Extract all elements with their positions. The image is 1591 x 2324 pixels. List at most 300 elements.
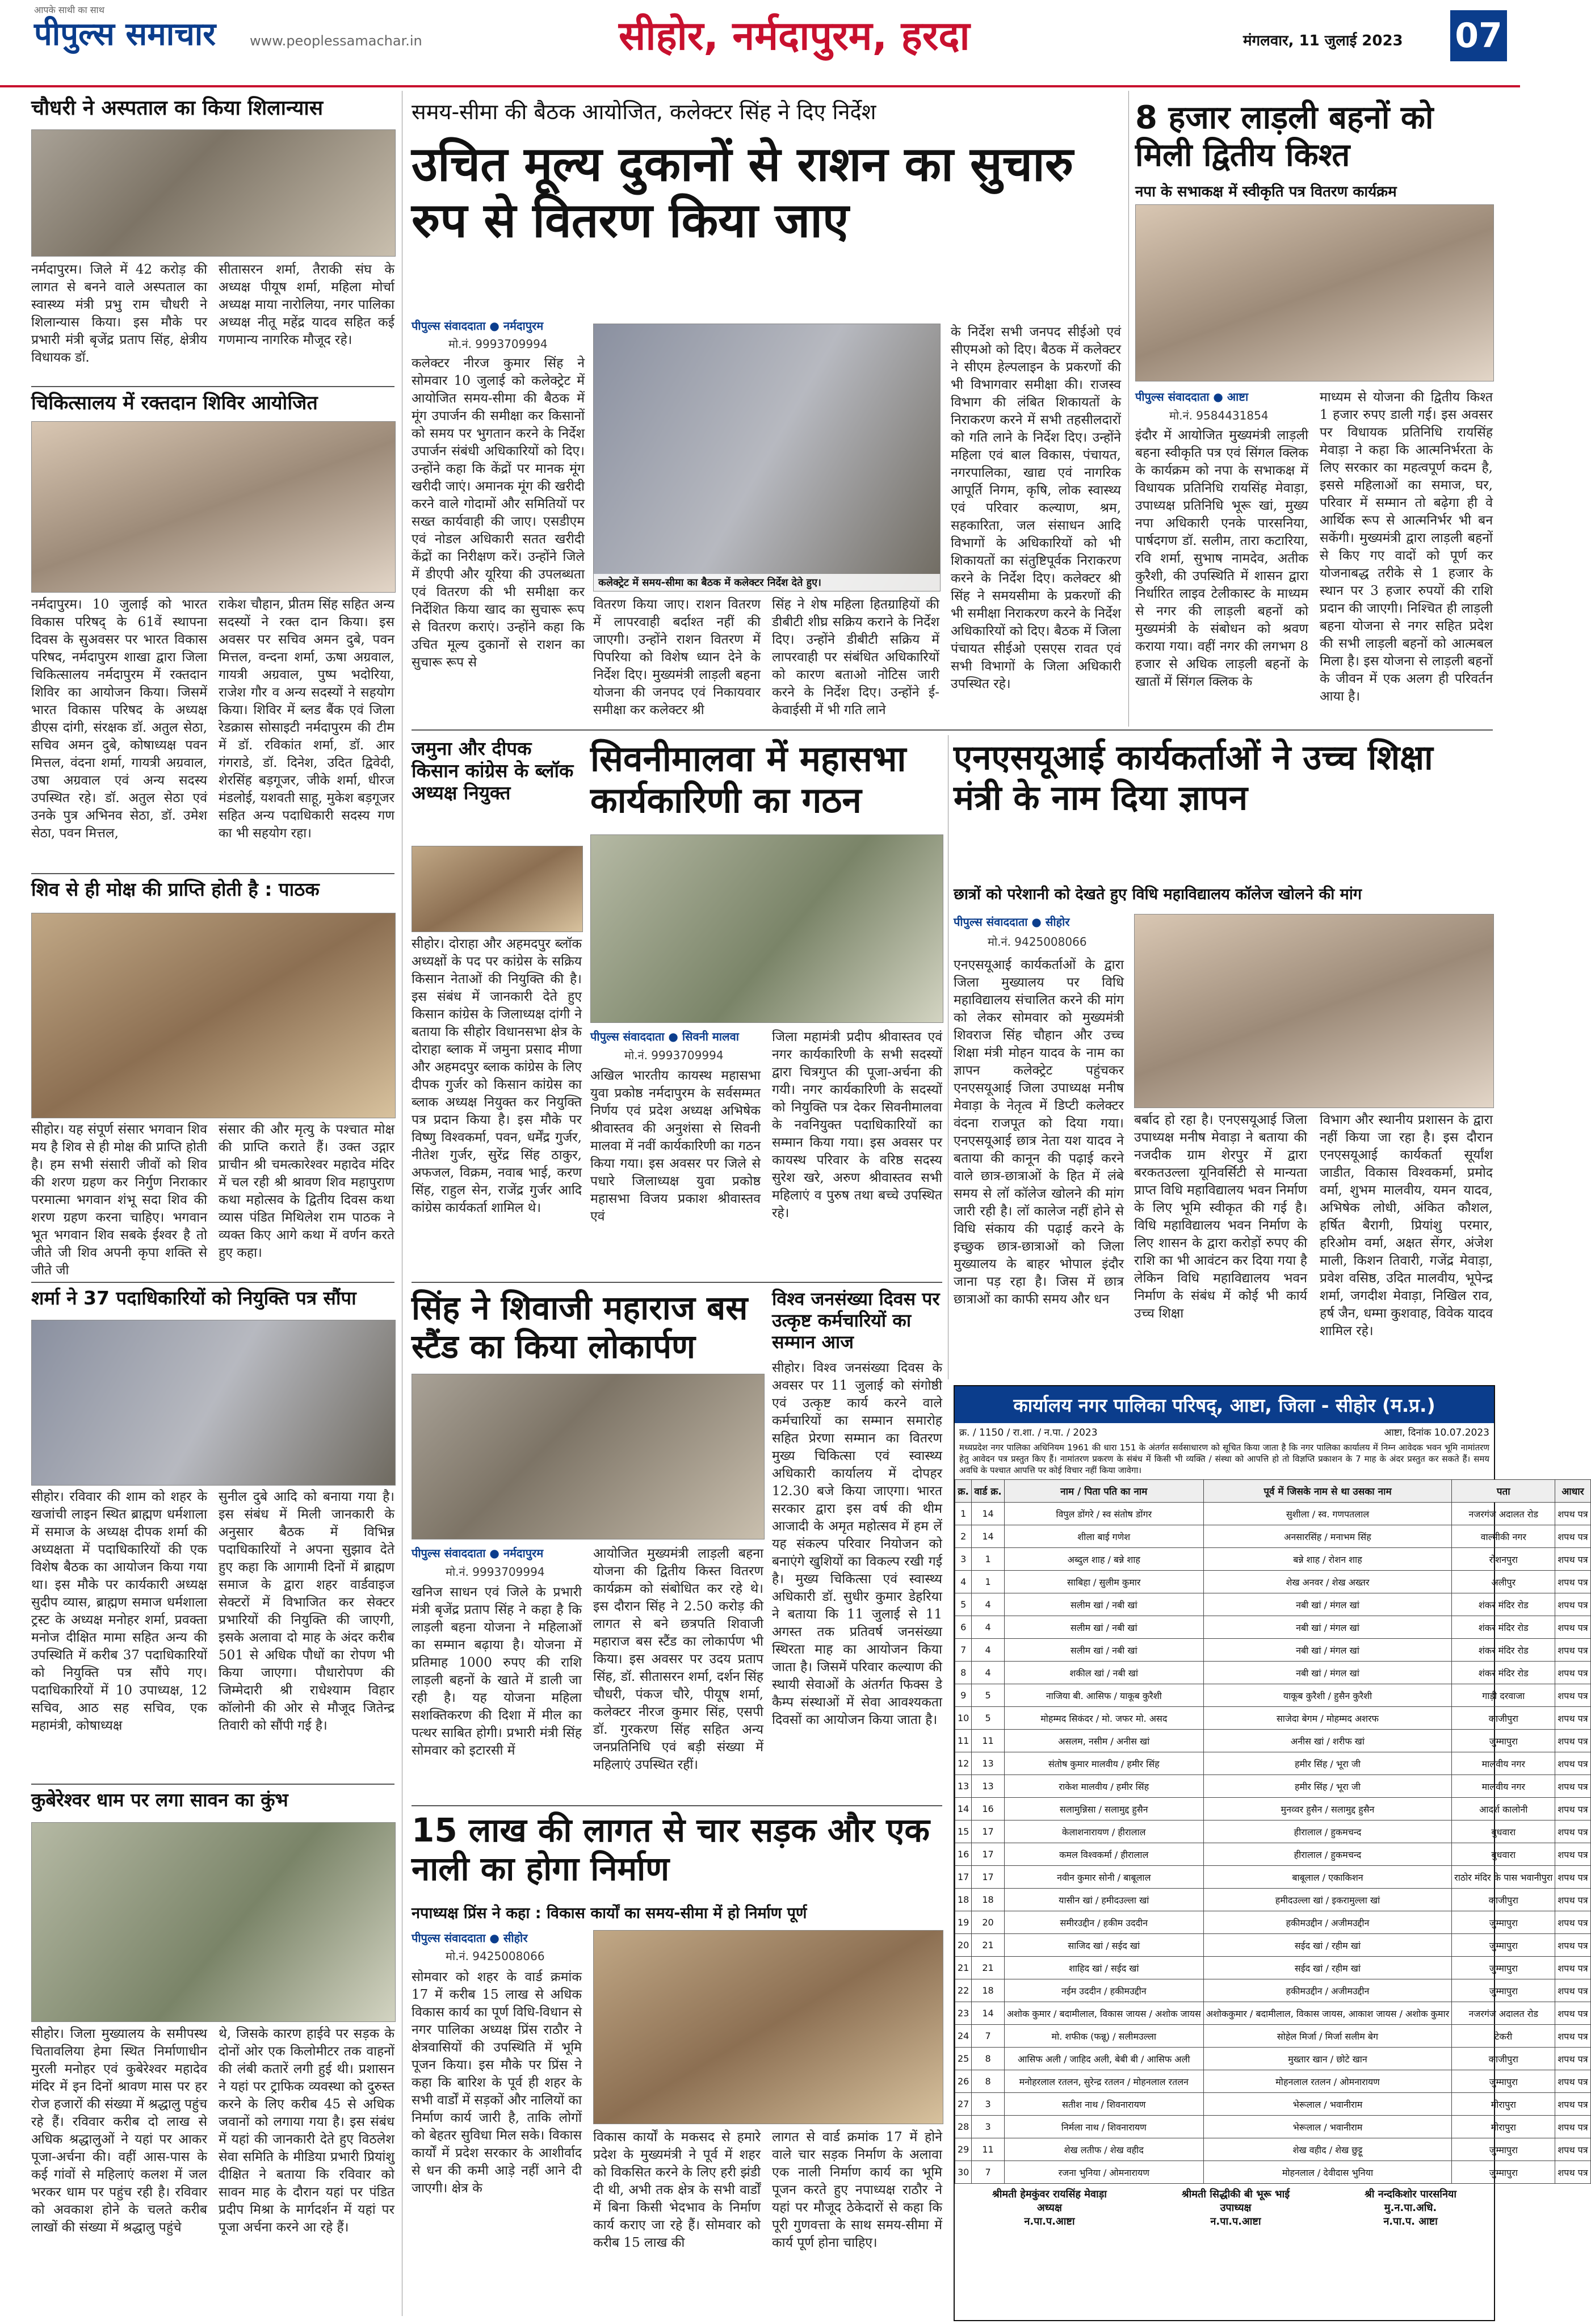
text-nsui-2: बर्बाद हो रहा है। एनएसयूआई जिला उपाध्यक्ष मनीष मेवाड़ा ने बताया की नजदीक ग्राम शेरपुर में द्वारा बरकतउल्ला यूनिवर्सिटी से मान्यता प्राप्त विधि महाविद्यालय भवन निर्माण के लिए भूमि स्वीकृत की गई है। विधि महाविद्यालय भवन निर्माण के लिए शासन के द्वारा करोड़ों रुपए की राशि का भी आवंटन कर दिया गया है लेकिन विधि महाविद्यालय भवन निर्माण के संबंध में कोई भी कार्य उच्च शिक्षा bbox=[1134, 1113, 1307, 1321]
table-cell: सईद खां / रहीम खां bbox=[1203, 1957, 1451, 1979]
table-row bbox=[955, 2025, 1591, 2048]
table-cell: 8 bbox=[972, 2070, 1004, 2093]
table-cell: बाबूलाल / एकाकिशन bbox=[1203, 1866, 1451, 1889]
table-cell: सलीम खां / नबी खां bbox=[1004, 1593, 1203, 1616]
table-row bbox=[955, 1525, 1591, 1548]
headline-mahasabha: सिवनीमालवा में महासभा कार्यकारिणी का गठन bbox=[590, 738, 906, 821]
table-cell: नबी खां / मंगल खां bbox=[1203, 1662, 1451, 1684]
table-cell: अनीस खां / शरीफ खां bbox=[1203, 1730, 1451, 1752]
table-cell: मोहम्मद सिकंदर / मो. जफर मो. असद bbox=[1004, 1707, 1203, 1730]
photo-sharma bbox=[31, 1320, 396, 1486]
table-cell: 10 bbox=[955, 1707, 972, 1730]
table-cell: सलामुन्निसा / सलामुद्द हुसैन bbox=[1004, 1798, 1203, 1820]
table-cell: नजरगंज अदालत रोड bbox=[1452, 1503, 1555, 1525]
table-cell: हीरालाल / हुकमचन्द bbox=[1203, 1843, 1451, 1866]
table-cell: 17 bbox=[955, 1866, 972, 1889]
notice-col-header: वार्ड क्र. bbox=[972, 1480, 1004, 1503]
table-cell: वाल्मीकी नगर bbox=[1452, 1525, 1555, 1548]
table-cell: हमीर सिंह / भूरा जी bbox=[1203, 1775, 1451, 1798]
table-cell: आसिफ अली / जाहिद अली, बेबी बी / आसिफ अली bbox=[1004, 2048, 1203, 2070]
table-cell: नवीन कुमार सोनी / बाबूलाल bbox=[1004, 1866, 1203, 1889]
kicker-ration: समय-सीमा की बैठक आयोजित, कलेक्टर सिंह ने दिए निर्देश bbox=[412, 99, 876, 124]
table-cell: मोहनलाल रतलन / ओमनारायण bbox=[1203, 2070, 1451, 2093]
table-cell: 4 bbox=[972, 1616, 1004, 1639]
table-cell: काजीपुरा bbox=[1452, 2048, 1555, 2070]
table-cell: नजरगंज अदालत रोड bbox=[1452, 2002, 1555, 2025]
table-cell: 21 bbox=[972, 1957, 1004, 1979]
table-cell: नबी खां / मंगल खां bbox=[1203, 1616, 1451, 1639]
table-cell: 7 bbox=[972, 2025, 1004, 2048]
photo-ladli bbox=[1135, 204, 1494, 381]
table-cell: 2 bbox=[955, 1525, 972, 1548]
table-cell: नबी खां / मंगल खां bbox=[1203, 1593, 1451, 1616]
mobile-road: मो.नं. 9425008066 bbox=[446, 1949, 545, 1963]
mobile-ration: मो.नं. 9993709994 bbox=[448, 337, 548, 351]
byline-mahasabha: पीपुल्स संवाददाता ● सिवनी मालवा bbox=[590, 1030, 739, 1043]
text-blood-2: राकेश चौहान, प्रीतम सिंह सहित अन्य सदस्यों ने रक्त दान किया। इस अवसर पर सचिव अमन दुबे, पवन मित्तल, वन्दना शर्मा, ऊषा अग्रवाल, गायत्री अग्रवाल, पुष्प भदोरिया, राजेश गौर व अन्य सदस्यों ने सहयोग किया। शिविर में ब्लड बैंक एवं जिला रेडक्रास सोसाइटी नर्मदापुरम की टीम में डॉ. रविकांत शर्मा, डॉ. आर गंगराडे, डॉ. दिनेश, उदित द्विवेदी, शेरसिंह बड़गूजर, जीके शर्मा, धीरज मंडलोई, यशवती साहू, मुकेश बड़गूजर सहित अन्य पदाधिकारी सदस्य गण का भी सहयोग रहा। bbox=[219, 597, 394, 841]
table-cell: शपथ पत्र bbox=[1555, 1866, 1590, 1889]
notice-title: कार्यालय नगर पालिका परिषद्, आष्टा, जिला - सीहोर (म.प्र.) bbox=[955, 1386, 1494, 1423]
table-cell: 13 bbox=[955, 1775, 972, 1798]
table-cell: सईद खां / रहीम खां bbox=[1203, 1934, 1451, 1957]
table-cell: 15 bbox=[955, 1820, 972, 1843]
table-cell: केलाशनारायण / हीरालाल bbox=[1004, 1820, 1203, 1843]
table-cell: 11 bbox=[955, 1730, 972, 1752]
table-cell: शपथ पत्र bbox=[1555, 1525, 1590, 1548]
table-cell: जुम्मापुरा bbox=[1452, 1911, 1555, 1934]
signature-role: उपाध्यक्ष bbox=[1220, 2202, 1252, 2214]
notice-col-header: पता bbox=[1452, 1480, 1555, 1503]
table-cell: नईम उददीन / हकीमउद्दीन bbox=[1004, 1979, 1203, 2002]
table-cell: मालवीय नगर bbox=[1452, 1752, 1555, 1775]
table-cell: जुम्मापुरा bbox=[1452, 2138, 1555, 2161]
section-title: सीहोर, नर्मदापुरम, हरदा bbox=[619, 12, 970, 59]
byline-ladli: पीपुल्स संवाददाता ● आष्टा bbox=[1135, 390, 1249, 404]
table-cell: शपथ पत्र bbox=[1555, 1934, 1590, 1957]
table-row bbox=[955, 1775, 1591, 1798]
table-cell: शपथ पत्र bbox=[1555, 2070, 1590, 2093]
divider bbox=[31, 386, 394, 387]
table-cell: 5 bbox=[972, 1684, 1004, 1707]
table-row bbox=[955, 1684, 1591, 1707]
table-cell: शपथ पत्र bbox=[1555, 1843, 1590, 1866]
table-cell: मो. शफीक (फन्नू) / सलीमउल्ला bbox=[1004, 2025, 1203, 2048]
table-cell: 26 bbox=[955, 2070, 972, 2093]
text-hospital-1: नर्मदापुरम। जिले में 42 करोड़ की लागत से बनने वाले अस्पताल का स्वास्थ्य मंत्री प्रभु राम चौधरी ने शिलान्यास किया। इस मौके पर प्रभारी मंत्री बृजेंद्र प्रताप सिंह, क्षेत्रीय विधायक डॉ. bbox=[31, 262, 207, 365]
headline-jamuna: जमुना और दीपक किसान कांग्रेस के ब्लॉक अध्यक्ष नियुक्त bbox=[412, 737, 574, 804]
table-cell: शपथ पत्र bbox=[1555, 1548, 1590, 1571]
notice-intro: मध्यप्रदेश नगर पालिका अधिनियम 1961 की धारा 151 के अंतर्गत सर्वसाधारण को सूचित किया जाता है कि नगर पालिका कार्यालय में निम्न आवेदक भवन भूमि नामांतरण हेतु आवेदन पत्र प्रस्तुत किए हैं। नामांतरण प्रकरण के संबंध में किसी भी व्यक्ति / संस्था को आपत्ति हो तो विज्ञप्ति प्रकाशन के 7 माह के अंदर प्रस्तुत कर सकते हैं। समय अवधि के पश्चात आपत्ति पर कोई विचार नहीं किया जावेगा। bbox=[959, 1442, 1489, 1475]
table-cell: शेख वहीद / शेख छुट्टू bbox=[1203, 2138, 1451, 2161]
signature-block bbox=[1182, 2187, 1290, 2228]
mobile-ladli: मो.नं. 9584431854 bbox=[1169, 409, 1269, 422]
table-cell: शंकर मंदिर रोड bbox=[1452, 1662, 1555, 1684]
byline-bus: पीपुल्स संवाददाता ● नर्मदापुरम bbox=[412, 1546, 544, 1560]
text-population: सीहोर। विश्व जनसंख्या दिवस के अवसर पर 11 जुलाई को संगोष्ठी एवं उत्कृष्ट कार्य करने वाले कर्मचारियों का सम्मान समारोह सहित प्रेरणा सम्मान का वितरण मुख्य चिकित्सा एवं स्वास्थ्य अधिकारी कार्यालय में दोपहर 12.30 बजे किया जाएगा। भारत सरकार द्वारा इस वर्ष की थीम आजादी के अमृत महोत्सव में हम लें यह संकल्प परिवार नियोजन को बनाएंगे खुशियों का विकल्प रखी गई है। मुख्य चिकित्सा एवं स्वास्थ्य अधिकारी डॉ. सुधीर कुमार डेहरिया ने बताया कि 11 जुलाई से 11 अगस्त तक प्रतिवर्ष जनसंख्या स्थिरता माह का आयोजन किया जाता है। जिसमें परिवार कल्याण की स्थायी सेवाओं के अंतर्गत फिक्स डे कैम्प संस्थाओं में सेवा आवश्यकता दिवसों का आयोजन किया जाता है। bbox=[772, 1361, 942, 1727]
table-row bbox=[955, 1911, 1591, 1934]
table-cell: 4 bbox=[955, 1571, 972, 1593]
table-cell: 8 bbox=[955, 1662, 972, 1684]
table-cell: राठोर मंदिर के पास भवानीपुरा bbox=[1452, 1866, 1555, 1889]
table-cell: शपथ पत्र bbox=[1555, 1798, 1590, 1820]
signature-block bbox=[1365, 2187, 1456, 2228]
table-cell: जुम्मापुरा bbox=[1452, 2070, 1555, 2093]
table-row bbox=[955, 2002, 1591, 2025]
divider bbox=[31, 873, 394, 874]
table-cell: 21 bbox=[955, 1957, 972, 1979]
masthead-tagline: आपके साथी का साथ bbox=[34, 5, 104, 15]
notice-signatures bbox=[955, 2184, 1494, 2228]
mobile-mahasabha: मो.नं. 9993709994 bbox=[624, 1048, 724, 1062]
text-kumbh-1: सीहोर। जिला मुख्यालय के समीपस्थ चितावलिया हेमा स्थित निर्माणाधीन मुरली मनोहर एवं कुबेरेश्वर महादेव मंदिर में इन दिनों श्रावण मास पर हर रोज हजारों की संख्या में श्रद्धालु पहुंच रहे हैं। रविवार करीब दो लाख से अधिक श्रद्धालुओं ने यहां पर आकर पूजा-अर्चना की। वहीं आस-पास के कई गांवों से महिलाएं कलश में जल भरकर धाम पर पहुंच रही है। रविवार को अवकाश होने के चलते करीब लाखों की संख्या में श्रद्धालु पहुंचे bbox=[31, 2027, 207, 2235]
table-cell: मीरापुरा bbox=[1452, 2116, 1555, 2138]
text-hospital-2: सीतासरन शर्मा, तैराकी संघ के अध्यक्ष पीयूष शर्मा, महिला मोर्चा अध्यक्ष माया नारोलिया, नगर पालिका अध्यक्ष नीतू महेंद्र यादव सहित कई गणमान्य नागरिक मौजूद रहे। bbox=[219, 262, 394, 347]
table-cell: 5 bbox=[972, 1707, 1004, 1730]
table-cell: 25 bbox=[955, 2048, 972, 2070]
table-row bbox=[955, 1639, 1591, 1662]
table-row bbox=[955, 1843, 1591, 1866]
table-cell: शेख लतीफ / शेख वहीद bbox=[1004, 2138, 1203, 2161]
table-cell: रजना भुनिया / ओमनारायण bbox=[1004, 2161, 1203, 2184]
table-cell: 11 bbox=[972, 1730, 1004, 1752]
table-cell: 16 bbox=[972, 1798, 1004, 1820]
table-cell: आदर्श कालोनी bbox=[1452, 1798, 1555, 1820]
table-cell: 17 bbox=[972, 1866, 1004, 1889]
table-row bbox=[955, 2138, 1591, 2161]
table-row bbox=[955, 1571, 1591, 1593]
photo-caption-ration: कलेक्ट्रेट में समय-सीमा का बैठक में कलेक्टर निर्देश देते हुए। bbox=[594, 574, 940, 591]
table-cell: 30 bbox=[955, 2161, 972, 2184]
table-row bbox=[955, 1798, 1591, 1820]
table-cell: जुम्मापुरा bbox=[1452, 1957, 1555, 1979]
headline-kumbh: कुबेरेश्वर धाम पर लगा सावन का कुंभ bbox=[31, 1789, 288, 1811]
text-road-3: लागत से वार्ड क्रमांक 17 में होने वाले चार सड़क निर्माण के अलावा एक नाली निर्माण कार्य का भूमि पूजन करते हुए नपाध्यक्ष राठौर ने यहां पर मौजूद ठेकेदारों से कहा कि पूरी गुणवत्ता के साथ समय-सीमा में कार्य पूर्ण होना चाहिए। bbox=[772, 2130, 942, 2250]
signature-name: श्री नन्दकिशोर पारसनिया bbox=[1365, 2188, 1457, 2200]
byline-ration: पीपुल्स संवाददाता ● नर्मदापुरम bbox=[412, 319, 544, 333]
divider bbox=[412, 1282, 942, 1283]
text-mahasabha-2: जिला महामंत्री प्रदीप श्रीवास्तव एवं नगर कार्यकारिणी के सभी सदस्यों द्वारा चित्रगुप्त की पूजा-अर्चना की गयी। नगर कार्यकारिणी के सदस्यों को नियुक्ति पत्र देकर सिवनीमालवा के नवनियुक्त पदाधिकारियों का सम्मान किया गया। इस अवसर पर कायस्थ परिवार के वरिष्ठ सदस्य सुरेश खरे, अरुण श्रीवास्तव सभी महिलाएं व पुरुष तथा बच्चे उपस्थित रहे। bbox=[772, 1030, 942, 1220]
edition-date: मंगलवार, 11 जुलाई 2023 bbox=[1243, 32, 1403, 49]
text-mahasabha-1: अखिल भारतीय कायस्थ महासभा युवा प्रकोष्ठ नर्मदापुरम के सर्वसम्मत निर्णय एवं प्रदेश अध्यक्ष अभिषेक श्रीवास्तव की अनुशंसा से सिवनी मालवा में नवीं कार्यकारिणी का गठन किया गया। इस अवसर पर जिले से पधारे जिलाध्यक्ष युवा प्रकोष्ठ महासभा विजय प्रकाश श्रीवास्तव एवं bbox=[590, 1068, 761, 1224]
divider bbox=[412, 1805, 942, 1806]
column-divider bbox=[1128, 91, 1129, 727]
table-row bbox=[955, 1820, 1591, 1843]
table-cell: 19 bbox=[955, 1911, 972, 1934]
table-cell: साजेदा बेगम / मोहम्मद अशरफ bbox=[1203, 1707, 1451, 1730]
table-row bbox=[955, 1979, 1591, 2002]
photo-ration bbox=[593, 324, 941, 592]
table-cell: 14 bbox=[972, 1525, 1004, 1548]
divider bbox=[412, 729, 1493, 731]
table-cell: 13 bbox=[972, 1775, 1004, 1798]
table-cell: शपथ पत्र bbox=[1555, 1889, 1590, 1911]
table-row bbox=[955, 2070, 1591, 2093]
notice-ref: क्र. / 1150 / रा.शा. / न.पा. / 2023 bbox=[959, 1427, 1098, 1438]
table-cell: मनोहरलाल रतलन, सुरेन्द्र रतलन / मोहनलाल रतलन bbox=[1004, 2070, 1203, 2093]
table-row bbox=[955, 2116, 1591, 2138]
table-cell: 18 bbox=[972, 1889, 1004, 1911]
table-cell: हमीदउल्ला खां / इकरामुल्ला खां bbox=[1203, 1889, 1451, 1911]
mobile-nsui: मो.नं. 9425008066 bbox=[988, 935, 1087, 949]
table-cell: निर्मला नाथ / शिवनारायण bbox=[1004, 2116, 1203, 2138]
photo-road bbox=[593, 1930, 943, 2124]
paper-logo: पीपुल्स समाचार bbox=[34, 16, 216, 53]
table-cell: राकेश मालवीय / हमीर सिंह bbox=[1004, 1775, 1203, 1798]
headline-bus: सिंह ने शिवाजी महाराज बस स्टैंड का किया लोकार्पण bbox=[412, 1289, 748, 1366]
table-cell: शपथ पत्र bbox=[1555, 1616, 1590, 1639]
table-cell: सोहेल मिर्जा / मिर्जा सलीम बेग bbox=[1203, 2025, 1451, 2048]
table-cell: शपथ पत्र bbox=[1555, 1707, 1590, 1730]
signature-org: न.पा.प.आष्टा bbox=[1210, 2216, 1261, 2227]
table-cell: मुख्तार खान / छोटे खान bbox=[1203, 2048, 1451, 2070]
table-cell: काजीपुरा bbox=[1452, 1707, 1555, 1730]
table-cell: 16 bbox=[955, 1843, 972, 1866]
table-cell: याकूब कुरैशी / हुसैन कुरैशी bbox=[1203, 1684, 1451, 1707]
table-cell: शपथ पत्र bbox=[1555, 2048, 1590, 2070]
text-shiv-2: संसार की और मृत्यु के पश्चात मोक्ष की प्राप्ति कराते हैं। उक्त उद्गार प्राचीन श्री चमत्कारेश्वर महादेव मंदिर में चल रही श्री श्रावण शिव महापुराण कथा महोत्सव के द्वितीय दिवस कथा व्यास पंडित मिथिलेश राम पाठक ने व्यक्त किए आगे कथा में वर्णन करते हुए कहा। bbox=[219, 1122, 394, 1260]
table-cell: 28 bbox=[955, 2116, 972, 2138]
table-row bbox=[955, 1866, 1591, 1889]
table-cell: 1 bbox=[955, 1503, 972, 1525]
table-cell: शपथ पत्र bbox=[1555, 1684, 1590, 1707]
table-cell: मालवीय नगर bbox=[1452, 1775, 1555, 1798]
table-cell: अब्दुल शाह / बन्ने शाह bbox=[1004, 1548, 1203, 1571]
table-cell: 24 bbox=[955, 2025, 972, 2048]
table-cell: सलीम खां / नबी खां bbox=[1004, 1616, 1203, 1639]
table-cell: 27 bbox=[955, 2093, 972, 2116]
table-cell: शपथ पत्र bbox=[1555, 1503, 1590, 1525]
table-cell: शपथ पत्र bbox=[1555, 1911, 1590, 1934]
table-cell: अशोककुमार / बदामीलाल, विकास जायस, आकाश जायस / अशोक कुमार bbox=[1203, 2002, 1451, 2025]
table-cell: रोशनपुरा bbox=[1452, 1548, 1555, 1571]
text-ladli-2: माध्यम से योजना की द्वितीय किश्त 1 हजार रुपए डाली गई। इस अवसर पर विधायक प्रतिनिधि रायसिंह मेवाड़ा ने कहा कि आत्मनिर्भरता के लिए सरकार का महत्वपूर्ण कदम है, इससे महिलाओं का समाज, घर, परिवार में सम्मान तो बढ़ेगा ही वे आर्थिक रूप से आत्मनिर्भर भी बन सकेंगी। मुख्यमंत्री द्वारा लाड़ली बहनों से किए गए वादों को पूर्ण कर योजनाबद्ध तरीके से 1 हजार के स्थान पर 3 हजार रुपयों की राशि प्रदान की जाएगी। निश्चित ही लाड़ली बहना योजना से नगर सहित प्रदेश की सभी लाड़ली बहनों को आत्मबल मिला है। इस योजना से लाड़ली बहनों के जीवन में एक अलग ही परिवर्तन आया है। bbox=[1320, 390, 1493, 704]
headline-ladli: 8 हजार लाड़ली बहनों को मिली द्वितीय किश्त bbox=[1135, 99, 1434, 174]
notice-col-header: क्र. bbox=[955, 1480, 972, 1503]
deck-road: नपाध्यक्ष प्रिंस ने कहा : विकास कार्यों का समय-सीमा में हो निर्माण पूर्ण bbox=[412, 1904, 807, 1922]
table-row bbox=[955, 1889, 1591, 1911]
table-row bbox=[955, 1548, 1591, 1571]
table-cell: शपथ पत्र bbox=[1555, 1775, 1590, 1798]
table-cell: 17 bbox=[972, 1843, 1004, 1866]
table-cell: 14 bbox=[972, 2002, 1004, 2025]
text-bus-2: आयोजित मुख्यमंत्री लाड़ली बहना योजना की द्वितीय किस्त वितरण कार्यक्रम को संबोधित कर रहे थे। इस दौरान सिंह ने 2.50 करोड़ की लागत से बने छत्रपति शिवाजी महाराज बस स्टैंड का लोकार्पण भी किया। इस अवसर पर उदय प्रताप सिंह, डॉ. सीतासरन शर्मा, दर्शन सिंह चौधरी, पंकज चौरे, पीयूष शर्मा, कलेक्टर नीरज कुमार सिंह, एसपी डॉ. गुरकरण सिंह सहित अन्य जनप्रतिनिधि एवं बड़ी संख्या में महिलाएं उपस्थित रहीं। bbox=[593, 1546, 763, 1772]
table-cell: शपथ पत्र bbox=[1555, 2093, 1590, 2116]
photo-kumbh bbox=[31, 1822, 396, 2022]
table-cell: 13 bbox=[972, 1752, 1004, 1775]
table-cell: शपथ पत्र bbox=[1555, 1730, 1590, 1752]
text-nsui-1: एनएसयूआई कार्यकर्ताओं के द्वारा जिला मुख्यालय पर विधि महाविद्यालय संचालित करने की मांग को लेकर सोमवार को मुख्यमंत्री शिवराज सिंह चौहान और उच्च शिक्षा मंत्री मोहन यादव के नाम का ज्ञापन कलेक्ट्रेट पहुंचकर एनएसयूआई जिला उपाध्यक्ष मनीष मेवाड़ा के नेतृत्व में डिप्टी कलेक्टर वंदना राजपूत को दिया गया। एनएसयूआई छात्र नेता यश यादव ने बताया की कानून की पढ़ाई करने वाले छात्र-छात्राओं के हित में लंबे समय से लॉ कॉलेज खोलने की मांग जारी रही है। लॉ कालेज नहीं होने से विधि संकाय की पढ़ाई करने के इच्छुक छात्र-छात्राओं को जिला मुख्यालय के बाहर भोपाल इंदौर जाना पड़ रहा है। जिस में छात्र छात्राओं का काफी समय और धन bbox=[954, 958, 1124, 1307]
table-cell: शंकर मंदिर रोड bbox=[1452, 1639, 1555, 1662]
table-cell: हमीर सिंह / भूरा जी bbox=[1203, 1752, 1451, 1775]
table-cell: 1 bbox=[972, 1571, 1004, 1593]
table-cell: बुधवारा bbox=[1452, 1820, 1555, 1843]
table-cell: नबी खां / मंगल खां bbox=[1203, 1639, 1451, 1662]
text-blood-1: नर्मदापुरम। 10 जुलाई को भारत विकास परिषद् के 61वें स्थापना दिवस के सुअवसर पर भारत विकास परिषद, नर्मदापुरम शाखा द्वारा जिला चिकित्सालय नर्मदापुरम में रक्तदान शिविर का आयोजन किया। जिसमें भारत विकास परिषद के अध्यक्ष डीएस दांगी, संरक्षक डॉ. अतुल सेठा, सचिव अमन दुबे, कोषाध्यक्ष पवन मित्तल, वंदना शर्मा, गायत्री अग्रवाल, उषा अग्रवाल एवं अन्य सदस्य उपस्थित रहे। डॉ. अतुल सेठा एवं उनके पुत्र अभिनव सेठा, डॉ. उमेश सेठा, पवन मित्तल, bbox=[31, 597, 207, 841]
table-cell: बुधवारा bbox=[1452, 1843, 1555, 1866]
table-cell: मोहनलाल / देवीदास भुनिया bbox=[1203, 2161, 1451, 2184]
table-cell: शपथ पत्र bbox=[1555, 1571, 1590, 1593]
table-cell: 7 bbox=[955, 1639, 972, 1662]
table-cell: शपथ पत्र bbox=[1555, 1593, 1590, 1616]
text-shiv-1: सीहोर। यह संपूर्ण संसार भगवान शिव मय है शिव से ही मोक्ष की प्राप्ति होती है। हम सभी संसारी जीवों को शिव की शरण ग्रहण कर निर्गुण निराकार परमात्मा भगवान शंभू सदा शिव की शरण ग्रहण करना चाहिए। भगवान भूत भगवान शिव सबके ईश्वर है तो जीते जी शिव अपनी कृपा शक्ति से जीते जी bbox=[31, 1122, 207, 1278]
notice-date: आष्टा, दिनांक 10.07.2023 bbox=[1384, 1427, 1489, 1438]
table-cell: 4 bbox=[972, 1593, 1004, 1616]
table-cell: 20 bbox=[955, 1934, 972, 1957]
table-cell: 3 bbox=[972, 2116, 1004, 2138]
table-row bbox=[955, 2048, 1591, 2070]
table-cell: नाजिया बी. आसिफ / याकूब कुरैशी bbox=[1004, 1684, 1203, 1707]
table-cell: 14 bbox=[955, 1798, 972, 1820]
signature-role: अध्यक्ष bbox=[1037, 2202, 1062, 2214]
notice-col-header: नाम / पिता पति का नाम bbox=[1004, 1480, 1203, 1503]
table-cell: शपथ पत्र bbox=[1555, 2161, 1590, 2184]
table-cell: हकीमउद्दीन / अजीमउद्दीन bbox=[1203, 1979, 1451, 2002]
photo-hospital bbox=[31, 129, 396, 257]
text-bus-1: खनिज साधन एवं जिले के प्रभारी मंत्री बृजेंद्र प्रताप सिंह ने कहा है कि लाड़ली बहना योजना ने महिलाओं का सम्मान बढ़ाया है। योजना में प्रतिमाह 1000 रुपए की राशि लाड़ली बहनों के खाते में डाली जा रही है। यह योजना महिला सशक्तिकरण की दिशा में मील का पत्थर साबित होगी। प्रभारी मंत्री सिंह सोमवार को इटारसी में bbox=[412, 1585, 582, 1758]
table-cell: शपथ पत्र bbox=[1555, 2025, 1590, 2048]
text-nsui-3: विभाग और स्थानीय प्रशासन के द्वारा नहीं किया जा रहा है। इस दौरान एनएसयूआई कार्यकर्ता सूर्यांश जाडीत, विकास विश्वकर्मा, प्रमोद वर्मा, शुभम मालवीय, यमन यादव, अभिषेक लोधी, अंकित कौशल, हर्षित बैरागी, प्रियांशु परमार, हरिओम वर्मा, अक्षत सेंगर, अंजेश माली, किशन तिवारी, गजेंद्र मेवाड़ा, प्रवेश वसिष्ठ, उदित मालवीय, भूपेन्द्र शर्मा, जगदीश मेवाड़ा, निखिल राव, हर्ष जैन, धम्मा कुशवाह, विवेक यादव शामिल रहे। bbox=[1320, 1113, 1493, 1339]
table-cell: शपथ पत्र bbox=[1555, 1752, 1590, 1775]
text-jamuna: सीहोर। दोराहा और अहमदपुर ब्लॉक अध्यक्षों के पद पर कांग्रेस के सक्रिय किसान नेताओं की नियुक्ति की है। इस संबंध में जानकारी देते हुए किसान कांग्रेस के जिलाध्यक्ष दांगी ने बताया कि सीहोर विधानसभा क्षेत्र के दोराहा ब्लाक में जमुना प्रसाद मीणा और अहमदपुर ब्लाक कांग्रेस के लिए दीपक गुर्जर को किसान कांग्रेस का ब्लाक अध्यक्ष नियुक्त कर नियुक्ति पत्र प्रदान किया है। इस मौके पर विष्णु विश्वकर्मा, पवन, धर्मेंद्र गुर्जर, नीतेश गुर्जर, सुरेंद्र सिंह ठाकुर, अफजल, विक्रम, नवाब भाई, करण सिंह, राहुल सेन, राजेंद्र गुर्जर आदि कांग्रेस कार्यकर्ता शामिल थे। bbox=[412, 937, 582, 1215]
headline-population: विश्व जनसंख्या दिवस पर उत्कृष्ट कर्मचारियों का सम्मान आज bbox=[772, 1288, 940, 1353]
table-cell: 6 bbox=[955, 1616, 972, 1639]
table-cell: संतोष कुमार मालवीय / हमीर सिंह bbox=[1004, 1752, 1203, 1775]
mobile-bus: मो.नं. 9993709994 bbox=[446, 1565, 545, 1579]
signature-role: मु.न.पा.अधि. bbox=[1384, 2202, 1437, 2214]
table-cell: 4 bbox=[972, 1639, 1004, 1662]
table-cell: जुम्मापुरा bbox=[1452, 2161, 1555, 2184]
photo-bus bbox=[412, 1374, 765, 1539]
headline-sharma: शर्मा ने 37 पदाधिकारियों को नियुक्ति पत्र सौंपा bbox=[31, 1287, 356, 1309]
table-cell: अशोक कुमार / बदामीलाल, विकास जायस / अशोक जायस bbox=[1004, 2002, 1203, 2025]
table-cell: 18 bbox=[955, 1889, 972, 1911]
divider bbox=[31, 1282, 394, 1283]
divider bbox=[31, 1784, 394, 1785]
table-cell: भेरूलाल / भवानीराम bbox=[1203, 2093, 1451, 2116]
byline-road: पीपुल्स संवाददाता ● सीहोर bbox=[412, 1931, 528, 1945]
table-cell: समीरउद्दीन / हकीम उददीन bbox=[1004, 1911, 1203, 1934]
notice-col-header: पूर्व में जिसके नाम से था उसका नाम bbox=[1203, 1480, 1451, 1503]
table-cell: 11 bbox=[972, 2138, 1004, 2161]
signature-name: श्रीमती हेमकुंवर रायसिंह मेवाड़ा bbox=[992, 2188, 1107, 2200]
table-row bbox=[955, 1616, 1591, 1639]
table-cell: मुनव्वर हुसैन / सलामुद्द हुसैन bbox=[1203, 1798, 1451, 1820]
photo-mahasabha bbox=[590, 834, 943, 1023]
table-cell: 8 bbox=[972, 2048, 1004, 2070]
headline-shiv: शिव से ही मोक्ष की प्राप्ति होती है : पाठक bbox=[31, 878, 320, 900]
table-row bbox=[955, 1707, 1591, 1730]
table-cell: 23 bbox=[955, 2002, 972, 2025]
table-cell: 1 bbox=[972, 1548, 1004, 1571]
table-cell: शाहिद खां / सईद खां bbox=[1004, 1957, 1203, 1979]
table-cell: सुशीला / स्व. गणपतलाल bbox=[1203, 1503, 1451, 1525]
headline-blood: चिकित्सालय में रक्तदान शिविर आयोजित bbox=[31, 392, 318, 414]
table-cell: मीरापुरा bbox=[1452, 2093, 1555, 2116]
notice-table bbox=[955, 1479, 1591, 2184]
masthead bbox=[0, 0, 1520, 87]
signature-name: श्रीमती सिद्धीकी बी भूरू भाई bbox=[1181, 2188, 1290, 2200]
table-row bbox=[955, 1593, 1591, 1616]
text-sharma-1: सीहोर। रविवार की शाम को शहर के खजांची लाइन स्थित ब्राह्मण धर्मशाला में समाज के अध्यक्ष दीपक शर्मा की अध्यक्षता में पदाधिकारियों की एक विशेष बैठक का आयोजन किया गया था। इस मौके पर कार्यकारी अध्यक्ष सुदीप व्यास, ब्राह्मण समाज धर्मशाला ट्रस्ट के अध्यक्ष मनोहर शर्मा, प्रवक्ता मनोज दीक्षित मामा सहित अन्य की उपस्थिति में करीब 37 पदाधिकारियों को नियुक्ति पत्र सौंपे गए। पदाधिकारियों में 10 उपाध्यक्ष, 12 सचिव, आठ सह सचिव, एक महामंत्री, कोषाध्यक्ष bbox=[31, 1490, 207, 1733]
table-cell: हकीमउद्दीन / अजीमउद्दीन bbox=[1203, 1911, 1451, 1934]
table-cell: शपथ पत्र bbox=[1555, 1820, 1590, 1843]
table-cell: टेकरी bbox=[1452, 2025, 1555, 2048]
table-row bbox=[955, 2161, 1591, 2184]
table-cell: शेख अनवर / शेख अख्तर bbox=[1203, 1571, 1451, 1593]
table-cell: बन्ने शाह / रोशन शाह bbox=[1203, 1548, 1451, 1571]
table-cell: जुम्मापुरा bbox=[1452, 1934, 1555, 1957]
table-cell: 29 bbox=[955, 2138, 972, 2161]
table-cell: हीरालाल / हुकमचन्द bbox=[1203, 1820, 1451, 1843]
text-road-2: विकास कार्यों के मकसद से हमारे प्रदेश के मुख्यमंत्री ने पूर्व में शहर को विकसित करने के लिए हरी झंडी दी थी, अभी तक क्षेत्र के सभी वार्डों में बिना किसी भेदभाव के निर्माण कार्य कराए जा रहे हैं। सोमवार को करीब 15 लाख की bbox=[593, 2130, 761, 2250]
table-row bbox=[955, 1934, 1591, 1957]
public-notice bbox=[954, 1385, 1588, 2321]
table-cell: साजिद खां / सईद खां bbox=[1004, 1934, 1203, 1957]
table-cell: शंकर मंदिर रोड bbox=[1452, 1593, 1555, 1616]
text-ladli-1: इंदौर में आयोजित मुख्यमंत्री लाड़ली बहना स्वीकृति पत्र एवं सिंगल क्लिक के कार्यक्रम को नपा के सभाकक्ष में विधायक प्रतिनिधि रायसिंह मेवाड़ा, उपाध्यक्ष प्रतिनिधि भूरू खां, मुख्य नपा अधिकारी एनके पारसनिया, पार्षदगण डॉ. सलीम, तारा कटारिया, रवि शर्मा, सुभाष नामदेव, अतीक कुरैशी, की उपस्थिति में शासन द्वारा निर्धारित लाइव टेलीकास्ट के माध्यम से नगर की लाड़ली बहनों को मुख्यमंत्री के संबोधन को श्रवण कराया गया। वहीं नगर की लगभग 8 हजार से अधिक लाड़ली बहनों के खातों में सिंगल क्लिक के bbox=[1135, 428, 1308, 689]
table-cell: 7 bbox=[972, 2161, 1004, 2184]
table-row bbox=[955, 1730, 1591, 1752]
table-cell: शपथ पत्र bbox=[1555, 1662, 1590, 1684]
table-cell: भेरूलाल / भवानीराम bbox=[1203, 2116, 1451, 2138]
text-ration-1: कलेक्टर नीरज कुमार सिंह ने सोमवार 10 जुलाई को कलेक्ट्रेट में आयोजित समय-सीमा की बैठक में मूंग उपार्जन की समीक्षा कर किसानों को समय पर भुगतान करने के निर्देश उपार्जन संबंधी अधिकारियों को दिए। उन्होंने कहा कि केंद्रों पर मानक मूंग खरीदी जाएं। अमानक मूंग की खरीदी करने वाले गोदामों और समितियों पर सख्त कार्यवाही की जाए। एसडीएम एवं नोडल अधिकारी सतत खरीदी केंद्रों का निरीक्षण करें। उन्होंने जिले में डीएपी और यूरिया की उपलब्धता एवं वितरण की भी समीक्षा कर निर्देशित किया खाद का सुचारू रूप से वितरण कराएं। उन्होंने कहा कि उचित मूल्य दुकानों से राशन का सुचारू रूप से bbox=[412, 356, 585, 670]
table-cell: असलम, नसीम / अनीस खां bbox=[1004, 1730, 1203, 1752]
table-cell: जुम्मापुरा bbox=[1452, 1979, 1555, 2002]
headline-road: 15 लाख की लागत से चार सड़क और एक नाली का होगा निर्माण bbox=[412, 1811, 930, 1889]
notice-col-header: आधार bbox=[1555, 1480, 1590, 1503]
table-cell: विपुल डोंगरे / स्व संतोष डोंगर bbox=[1004, 1503, 1203, 1525]
headline-hospital: चौधरी ने अस्पताल का किया शिलान्यास bbox=[31, 97, 324, 120]
table-cell: जुम्मापुरा bbox=[1452, 1730, 1555, 1752]
table-cell: गाड़ी दरवाजा bbox=[1452, 1684, 1555, 1707]
table-cell: 4 bbox=[972, 1662, 1004, 1684]
table-cell: 5 bbox=[955, 1593, 972, 1616]
deck-nsui: छात्रों को परेशानी को देखते हुए विधि महाविद्यालय कॉलेज खोलने की मांग bbox=[954, 886, 1362, 903]
text-ration-2: वितरण किया जाए। राशन वितरण में लापरवाही बर्दाश्त नहीं की जाएगी। उन्होंने राशन वितरण में पिपरिया को विशेष ध्यान देने के निर्देश दिए। मुख्यमंत्री लाड़ली बहना योजना की जनपद एवं निकायवार समीक्षा कर कलेक्टर श्री bbox=[593, 597, 761, 718]
deck-ladli: नपा के सभाकक्ष में स्वीकृति पत्र वितरण कार्यक्रम bbox=[1135, 183, 1397, 200]
table-cell: शपथ पत्र bbox=[1555, 2138, 1590, 2161]
table-cell: शपथ पत्र bbox=[1555, 1979, 1590, 2002]
table-cell: शपथ पत्र bbox=[1555, 2116, 1590, 2138]
table-cell: शपथ पत्र bbox=[1555, 1639, 1590, 1662]
table-cell: 22 bbox=[955, 1979, 972, 2002]
table-cell: साबिहा / सुलीम कुमार bbox=[1004, 1571, 1203, 1593]
table-cell: शकील खां / नबी खां bbox=[1004, 1662, 1203, 1684]
table-cell: शपथ पत्र bbox=[1555, 2002, 1590, 2025]
table-cell: 3 bbox=[955, 1548, 972, 1571]
table-cell: 12 bbox=[955, 1752, 972, 1775]
table-row bbox=[955, 2093, 1591, 2116]
signature-block bbox=[992, 2187, 1107, 2228]
table-cell: 18 bbox=[972, 1979, 1004, 2002]
text-ration-3: सिंह ने शेष महिला हितग्राहियों की डीबीटी शीघ्र सक्रिय कराने के निर्देश दिए। उन्होंने डीबीटी सक्रिय में लापरवाही पर संबंधित अधिकारियों को कारण बताओ नोटिस जारी करने के निर्देश दिए। उन्होंने ई-केवाईसी में भी गति लाने bbox=[772, 597, 939, 718]
table-cell: शीला बाई गणेश bbox=[1004, 1525, 1203, 1548]
table-cell: 21 bbox=[972, 1934, 1004, 1957]
table-cell: सलीम खां / नबी खां bbox=[1004, 1639, 1203, 1662]
text-sharma-2: सुनील दुबे आदि को बनाया गया है। इस संबंध में मिली जानकारी के अनुसार बैठक में विभिन्न पदाधिकारियों ने अपना सुझाव देते हुए कहा कि आगामी दिनों में ब्राह्मण समाज के द्वारा शहर वार्डवाइज सेक्टरों में विभाजित कर सेक्टर प्रभारियों की नियुक्ति की जाएगी, इसके अलावा दो माह के अंदर करीब 501 से अधिक पौधों का रोपण भी किया जाएगा। पौधारोपण की जिम्मेदारी श्री राधेश्याम विहार कॉलोनी की ओर से मौजूद जितेन्द्र तिवारी को सौंपी गई है। bbox=[219, 1490, 394, 1733]
table-cell: शंकर मंदिर रोड bbox=[1452, 1616, 1555, 1639]
text-ration-4: के निर्देश सभी जनपद सीईओ एवं सीएमओ को दिए। बैठक में कलेक्टर ने सीएम हेल्पलाइन के प्रकरणों की भी विभागवार समीक्षा की। राजस्व विभाग की लंबित शिकायतों के निराकरण करने में सभी तहसीलदारों को गति लाने के निर्देश दिए। उन्होंने महिला एवं बाल विकास, पंचायत, नगरपालिका, खाद्य एवं नागरिक आपूर्ति निगम, कृषि, लोक स्वास्थ्य एवं परिवार कल्याण, श्रम, सहकारिता, जल संसाधन आदि विभागों के अधिकारियों को भी शिकायतों का संतुष्टिपूर्वक निराकरण करने के निर्देश दिए। कलेक्टर श्री सिंह ने समयसीमा के प्रकरणों की भी समीक्षा निराकरण करने के निर्देश अधिकारियों को दिए। बैठक में जिला पंचायत सीईओ एसएस रावत एवं सभी विभागों के जिला अधिकारी उपस्थित रहे। bbox=[951, 325, 1121, 691]
website[interactable]: www.peoplessamachar.in bbox=[250, 33, 422, 49]
table-cell: अनसारसिंह / मनाभम सिंह bbox=[1203, 1525, 1451, 1548]
table-row bbox=[955, 1503, 1591, 1525]
headline-nsui: एनएसयूआई कार्यकर्ताओं ने उच्च शिक्षा मंत्री के नाम दिया ज्ञापन bbox=[954, 738, 1433, 818]
table-cell: 3 bbox=[972, 2093, 1004, 2116]
photo-shiv bbox=[31, 913, 396, 1118]
text-road-1: सोमवार को शहर के वार्ड क्रमांक 17 में करीब 15 लाख से अधिक विकास कार्य का पूर्ण विधि-विधान से नगर पालिका अध्यक्ष प्रिंस राठौर ने क्षेत्रवासियों की उपस्थिति में भूमि पूजन किया। इस मौके पर प्रिंस ने कहा कि बारिश के पूर्व ही शहर के सभी वार्डों में सड़कों और नालियों का निर्माण कार्य जारी है, ताकि लोगों को बेहतर सुविधा मिल सके। विकास कार्यों में प्रदेश सरकार के आशीर्वाद से धन की कमी आड़े नहीं आने दी जाएगी। क्षेत्र के bbox=[412, 1970, 582, 2196]
page-number: 07 bbox=[1450, 10, 1507, 61]
table-cell: अलीपुर bbox=[1452, 1571, 1555, 1593]
